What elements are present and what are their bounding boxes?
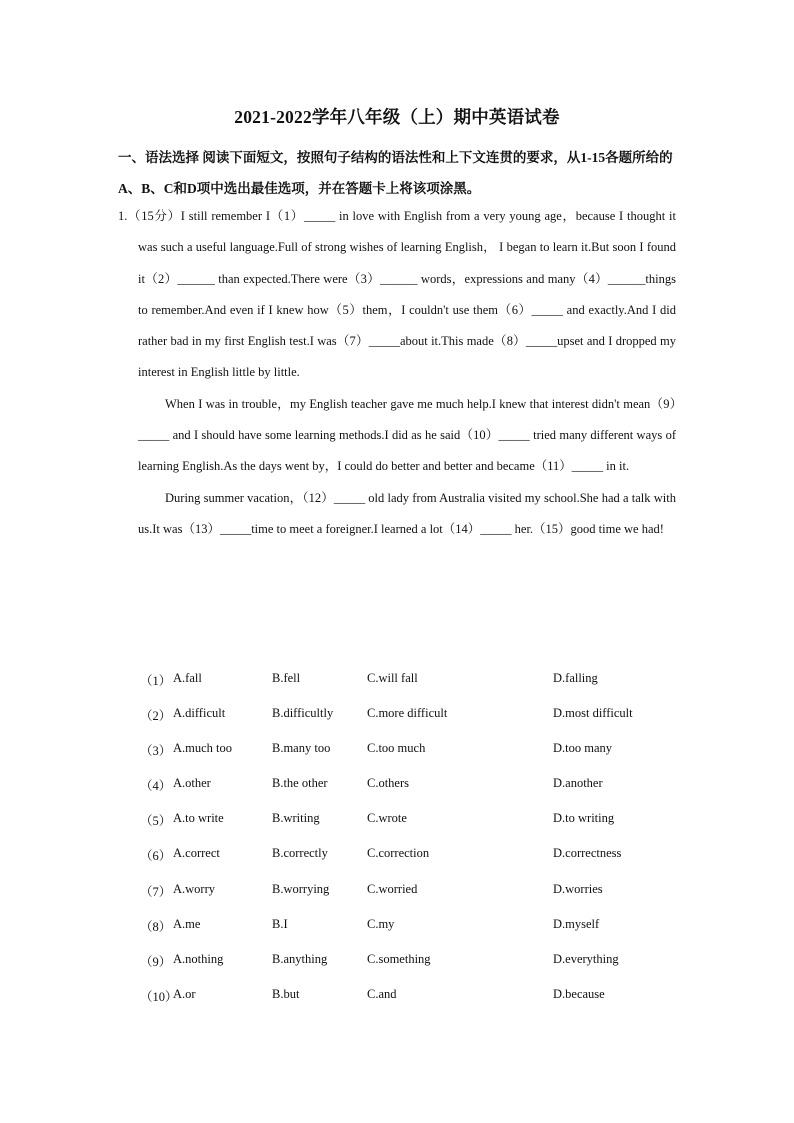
passage-paragraph: During summer vacation，（12）_____ old lady from Australia visited my school.She had a talk with us.It was（13）_____time to meet a foreigner.I learned a lot（14）_____ her.（15）good time we had! [138,490,676,536]
option-row [140,846,680,881]
option-a[interactable]: A.other [173,776,211,791]
option-row [140,741,680,776]
option-b[interactable]: B.I [272,916,288,931]
option-c[interactable]: C.wrote [367,811,407,826]
option-b[interactable]: B.writing [272,811,320,826]
option-c[interactable]: C.correction [367,846,430,861]
page-title: 2021-2022学年八年级（上）期中英语试卷 [234,107,560,127]
passage-paragraph: 1.（15分）I still remember I（1）_____ in love with English from a very young age，because I thought it was such a useful language.Full of strong wishes of learning English， I began to learn it.But soon I found it（2）______ than expected.There were（3）______ words，expressions and many（4）______things to remember.And even if I knew how（5）them，I couldn't use them（6）_____ and exactly.And I did rather bad in my first English test.I was（7）_____about it.This made（8）_____upset and I dropped my interest in English little by little. [118,209,676,380]
option-c[interactable]: C.more difficult [367,706,448,721]
option-d[interactable]: D.worries [553,881,603,896]
option-d[interactable]: D.myself [553,916,600,931]
option-c[interactable]: C.will fall [367,671,418,685]
option-a[interactable]: A.me [173,916,201,931]
option-number: （8） [140,919,172,934]
option-c[interactable]: C.and [367,986,397,1001]
option-row [140,987,680,1022]
options-list [140,671,680,1022]
option-b[interactable]: B.but [272,986,300,1001]
option-b[interactable]: B.correctly [272,846,328,861]
question-passage [118,201,676,545]
option-row [140,811,680,846]
option-number: （4） [140,779,172,794]
option-c[interactable]: C.too much [367,741,426,756]
option-d[interactable]: D.falling [553,671,598,685]
option-d[interactable]: D.another [553,776,603,791]
option-number: （7） [140,884,172,899]
option-b[interactable]: B.anything [272,951,328,966]
option-number: （1） [140,674,172,688]
option-d[interactable]: D.to writing [553,811,615,826]
option-number: （9） [140,954,172,969]
option-d[interactable]: D.everything [553,951,619,966]
option-c[interactable]: C.my [367,916,395,931]
option-row [140,671,680,706]
option-b[interactable]: B.difficultly [272,706,334,721]
option-a[interactable]: A.or [173,986,196,1001]
option-row [140,776,680,811]
option-d[interactable]: D.too many [553,741,613,756]
option-b[interactable]: B.the other [272,776,328,791]
option-number: （2） [140,709,172,724]
option-d[interactable]: D.most difficult [553,706,633,721]
section-heading: 一、语法选择 阅读下面短文，按照句子结构的语法性和上下文连贯的要求，从1-15各题所给的A、B、C和D项中选出最佳选项，并在答题卡上将该项涂黑。 [118,150,673,196]
option-b[interactable]: B.worrying [272,881,330,896]
option-a[interactable]: A.much too [173,741,233,756]
option-d[interactable]: D.correctness [553,846,622,861]
option-c[interactable]: C.others [367,776,410,791]
option-c[interactable]: C.something [367,951,431,966]
option-a[interactable]: A.nothing [173,951,224,966]
option-number: （6） [140,849,172,864]
option-a[interactable]: A.difficult [173,706,226,721]
option-a[interactable]: A.correct [173,846,220,861]
option-a[interactable]: A.to write [173,811,224,826]
option-a[interactable]: A.worry [173,881,216,896]
option-number: （5） [140,814,172,829]
option-b[interactable]: B.fell [272,671,301,685]
option-row [140,706,680,741]
option-number: （3） [140,744,172,759]
option-a[interactable]: A.fall [173,671,202,685]
passage-paragraph: When I was in trouble，my English teacher gave me much help.I knew that interest didn't mean（9）_____ and I should have some learning methods.I did as he said（10）_____ tried many different ways of learning English.As the days went by，I could do better and better and became（11）_____ in it. [138,396,676,474]
option-d[interactable]: D.because [553,986,605,1001]
option-number: （10） [140,989,178,1004]
option-row [140,882,680,917]
option-c[interactable]: C.worried [367,881,418,896]
option-row [140,952,680,987]
option-b[interactable]: B.many too [272,741,331,756]
option-row [140,917,680,952]
